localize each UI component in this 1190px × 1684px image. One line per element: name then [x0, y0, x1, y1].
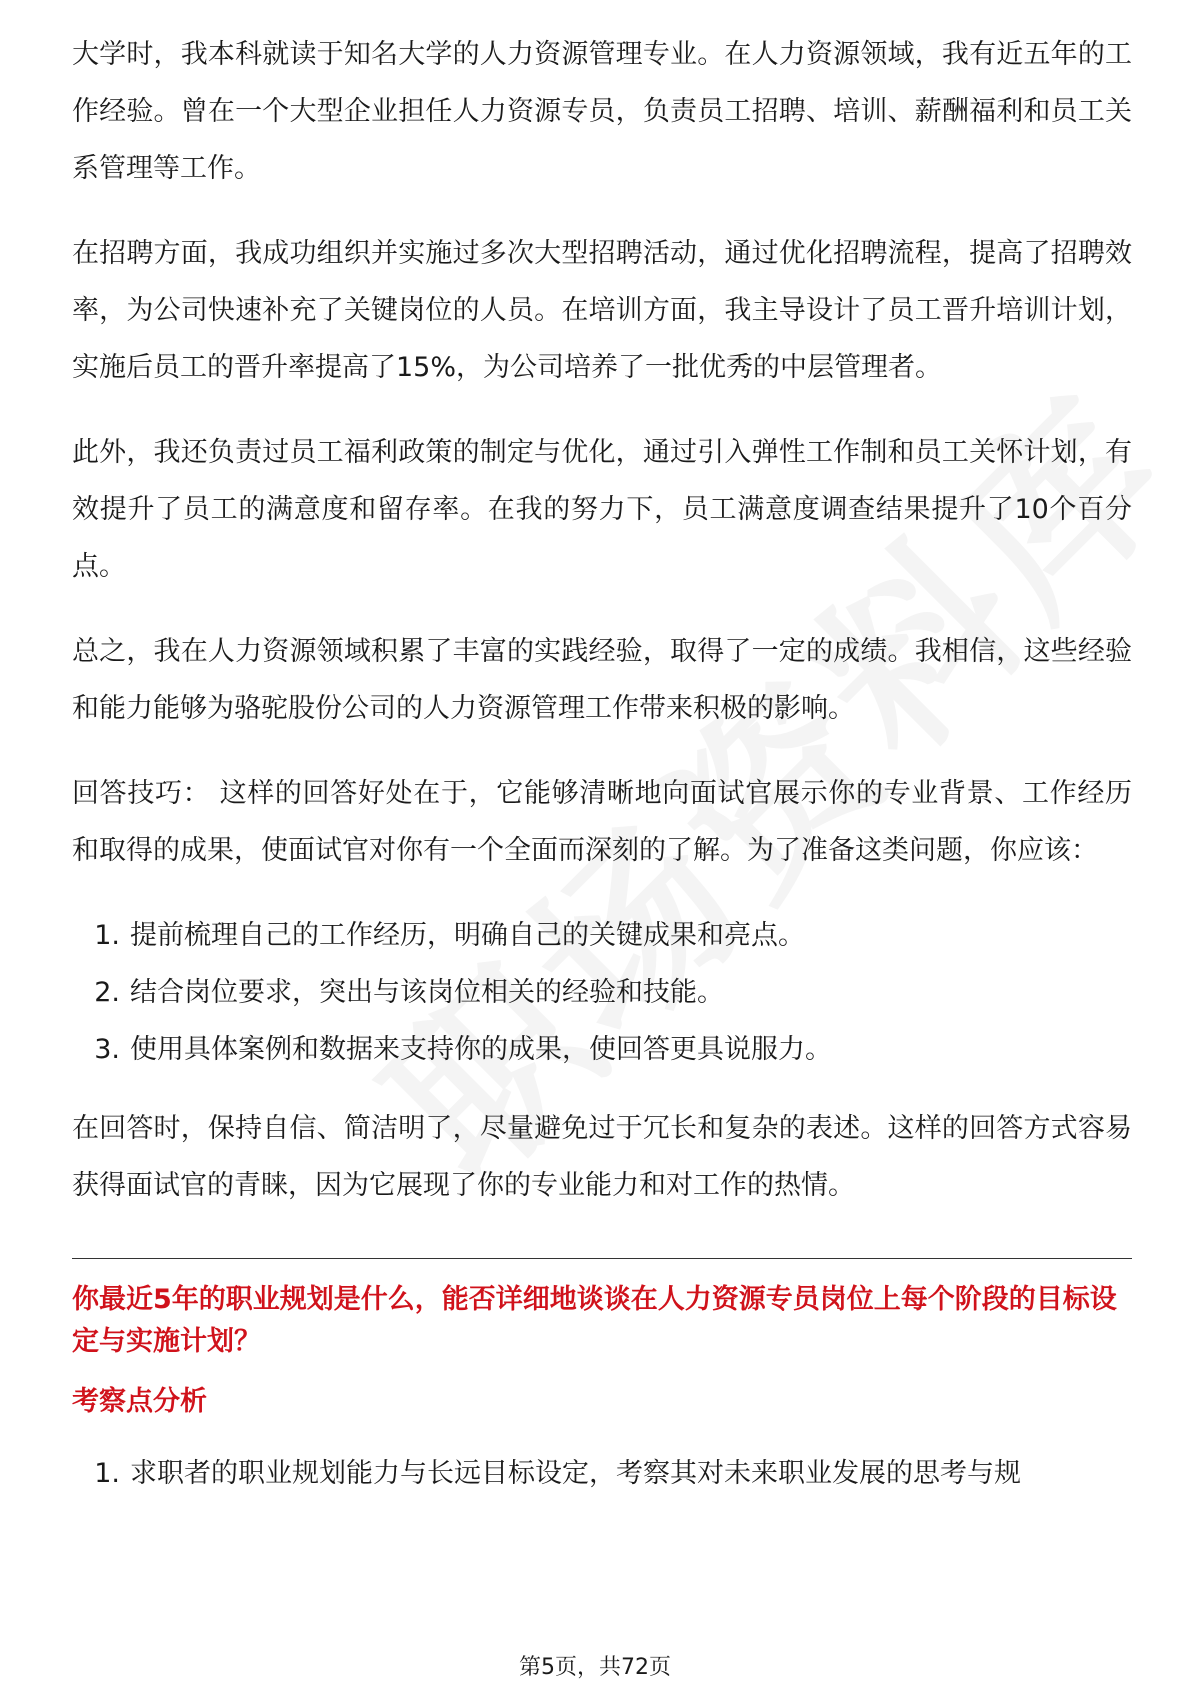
section-divider [72, 1258, 1132, 1259]
paragraph-background: 大学时，我本科就读于知名大学的人力资源管理专业。在人力资源领域，我有近五年的工作经验。曾在一个大型企业担任人力资源专员，负责员工招聘、培训、薪酬福利和员工关系管理等工作。 [72, 39, 1132, 184]
list-item [72, 1021, 1132, 1078]
list-text: 结合岗位要求，突出与该岗位相关的经验和技能。 [130, 977, 724, 1008]
list-item [72, 907, 1132, 964]
list-number: 2. [94, 977, 120, 1008]
list-item [72, 1445, 1132, 1502]
analysis-list [72, 1445, 1132, 1502]
list-text: 求职者的职业规划能力与长远目标设定，考察其对未来职业发展的思考与规 [130, 1458, 1021, 1489]
paragraph-summary: 总之，我在人力资源领域积累了丰富的实践经验，取得了一定的成绩。我相信，这些经验和能力能够为骆驼股份公司的人力资源管理工作带来积极的影响。 [72, 636, 1132, 724]
paragraph-answer-tips: 回答技巧： 这样的回答好处在于，它能够清晰地向面试官展示你的专业背景、工作经历和取得的成果，使面试官对你有一个全面而深刻的了解。为了准备这类问题，你应该： [72, 778, 1132, 866]
list-text: 使用具体案例和数据来支持你的成果，使回答更具说服力。 [130, 1034, 832, 1065]
list-item [72, 964, 1132, 1021]
list-number: 1. [94, 920, 120, 951]
page-content [72, 26, 1132, 1524]
list-number: 3. [94, 1034, 120, 1065]
list-number: 1. [94, 1458, 120, 1489]
paragraph-closing-advice: 在回答时，保持自信、简洁明了，尽量避免过于冗长和复杂的表述。这样的回答方式容易获得面试官的青睐，因为它展现了你的专业能力和对工作的热情。 [72, 1113, 1132, 1201]
interview-question: 你最近5年的职业规划是什么，能否详细地谈谈在人力资源专员岗位上每个阶段的目标设定与实施计划？ [72, 1284, 1117, 1357]
paragraph-recruitment-training: 在招聘方面，我成功组织并实施过多次大型招聘活动，通过优化招聘流程，提高了招聘效率，为公司快速补充了关键岗位的人员。在培训方面，我主导设计了员工晋升培训计划，实施后员工的晋升率提高了15%，为公司培养了一批优秀的中层管理者。 [72, 238, 1132, 383]
list-text: 提前梳理自己的工作经历，明确自己的关键成果和亮点。 [130, 920, 805, 951]
tips-list [72, 907, 1132, 1078]
analysis-heading: 考察点分析 [72, 1386, 207, 1417]
page-footer: 第5页，共72页 [519, 1655, 671, 1680]
paragraph-welfare: 此外，我还负责过员工福利政策的制定与优化，通过引入弹性工作制和员工关怀计划，有效提升了员工的满意度和留存率。在我的努力下，员工满意度调查结果提升了10个百分点。 [72, 437, 1132, 582]
